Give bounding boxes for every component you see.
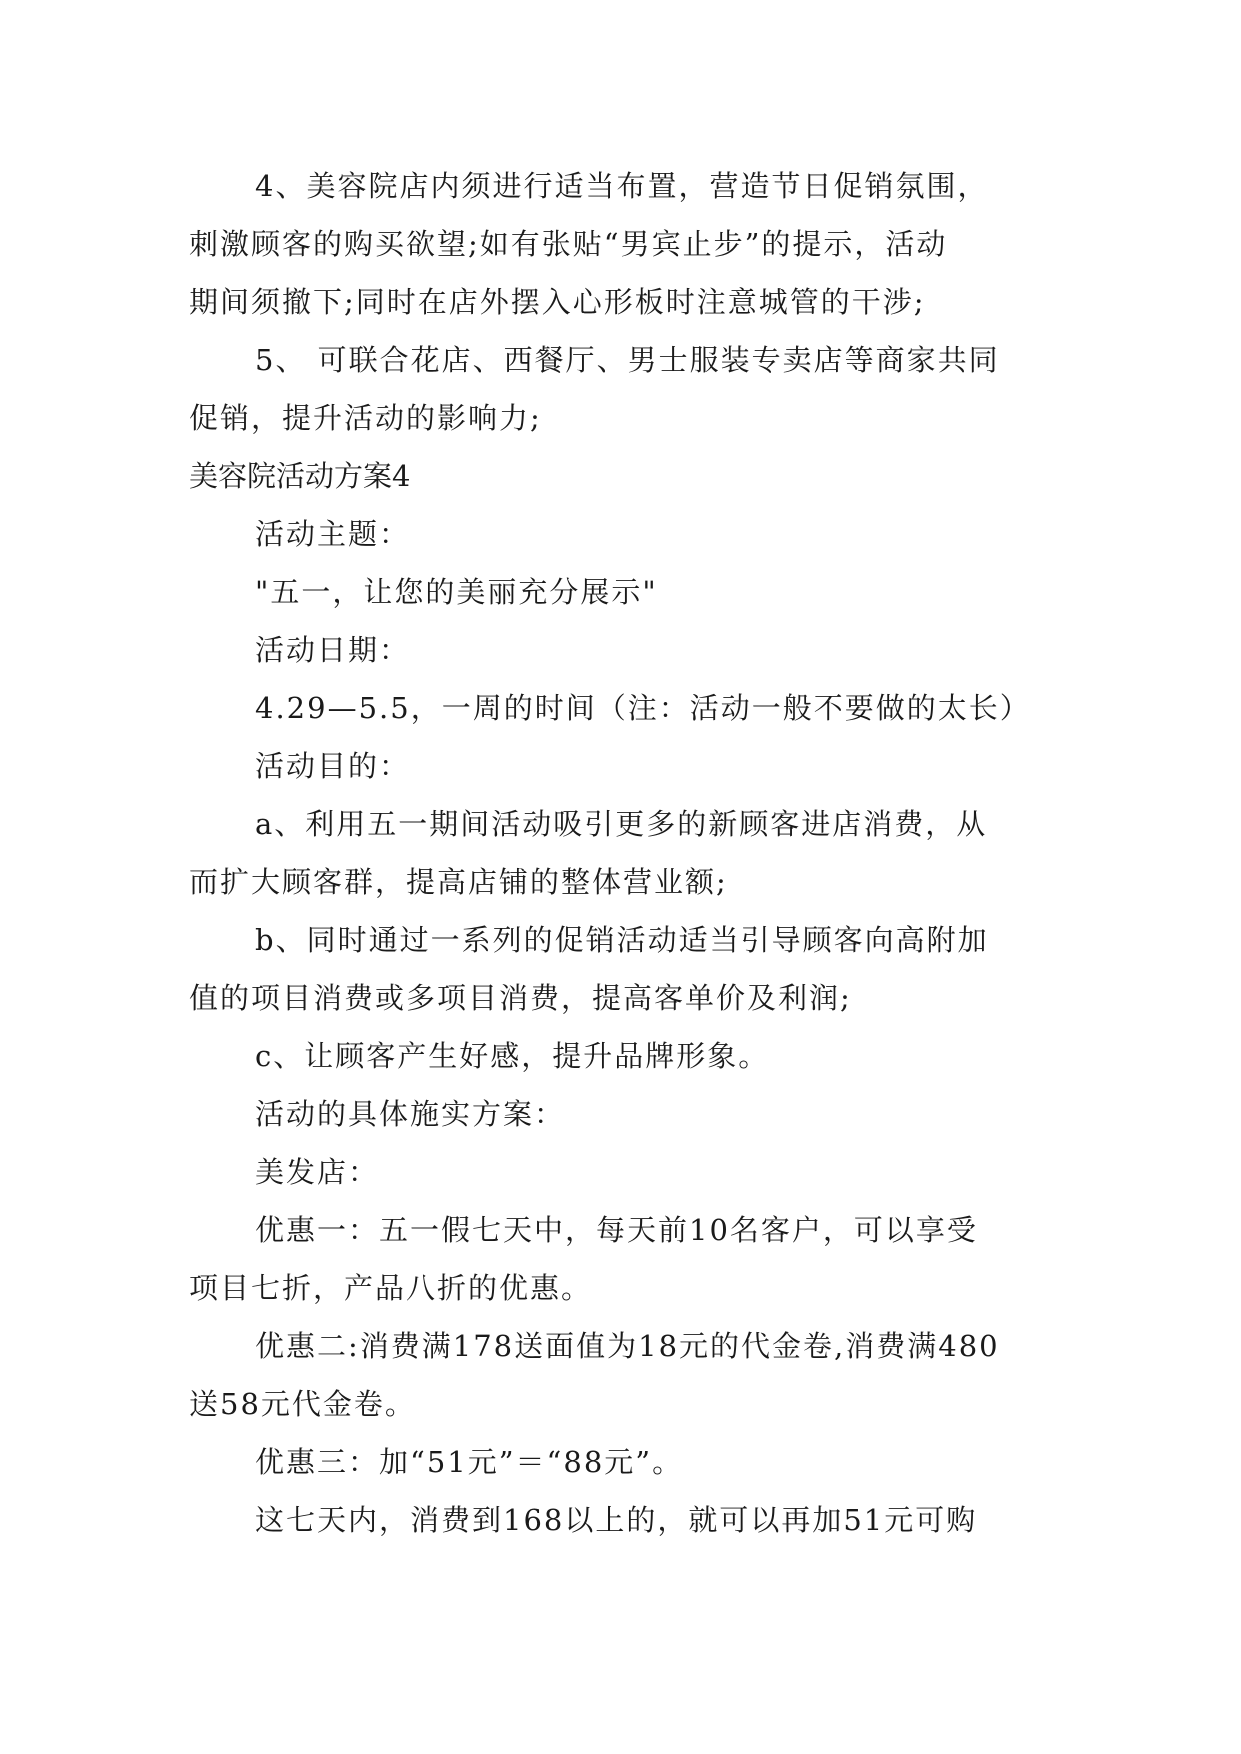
paragraph-line: 活动的具体施实方案： [255,1097,566,1131]
paragraph-line: 值的项目消费或多项目消费，提高客单价及利润; [189,981,852,1015]
paragraph-line: 优惠一：五一假七天中，每天前10名客户，可以享受 [255,1213,978,1247]
paragraph-line: 优惠二:消费满178送面值为18元的代金卷,消费满480 [255,1329,1000,1363]
paragraph-line: 这七天内，消费到168以上的，就可以再加51元可购 [255,1503,978,1537]
paragraph-line: 活动日期： [255,633,411,667]
paragraph-line: 优惠三：加“51元”＝“88元”。 [255,1445,684,1479]
paragraph-line: 促销，提升活动的影响力; [189,401,542,435]
document-body [189,157,1044,1549]
paragraph-line: 4、美容院店内须进行适当布置，营造节日促销氛围， [255,169,989,203]
section-heading: 美容院活动方案4 [189,459,411,493]
paragraph-line: a、利用五一期间活动吸引更多的新顾客进店消费，从 [255,807,988,841]
paragraph-line: c、让顾客产生好感，提升品牌形象。 [255,1039,770,1073]
paragraph-line: 美发店： [255,1155,380,1189]
paragraph-line: 刺激顾客的购买欲望;如有张贴“男宾止步”的提示，活动 [189,227,948,261]
paragraph-line: 项目七折，产品八折的优惠。 [189,1271,593,1305]
paragraph-line: 送58元代金卷。 [189,1387,416,1421]
paragraph-line: 5、 可联合花店、西餐厅、男士服装专卖店等商家共同 [255,343,1000,377]
paragraph-line: 活动主题： [255,517,411,551]
paragraph-line: 而扩大顾客群，提高店铺的整体营业额; [189,865,728,899]
paragraph-line: 活动目的： [255,749,411,783]
paragraph-line: 4.29—5.5，一周的时间（注：活动一般不要做的太长） [255,691,1031,725]
paragraph-line: b、同时通过一系列的促销活动适当引导顾客向高附加 [255,923,989,957]
paragraph-line: "五一，让您的美丽充分展示" [255,575,658,609]
paragraph-line: 期间须撤下;同时在店外摆入心形板时注意城管的干涉; [189,285,926,319]
